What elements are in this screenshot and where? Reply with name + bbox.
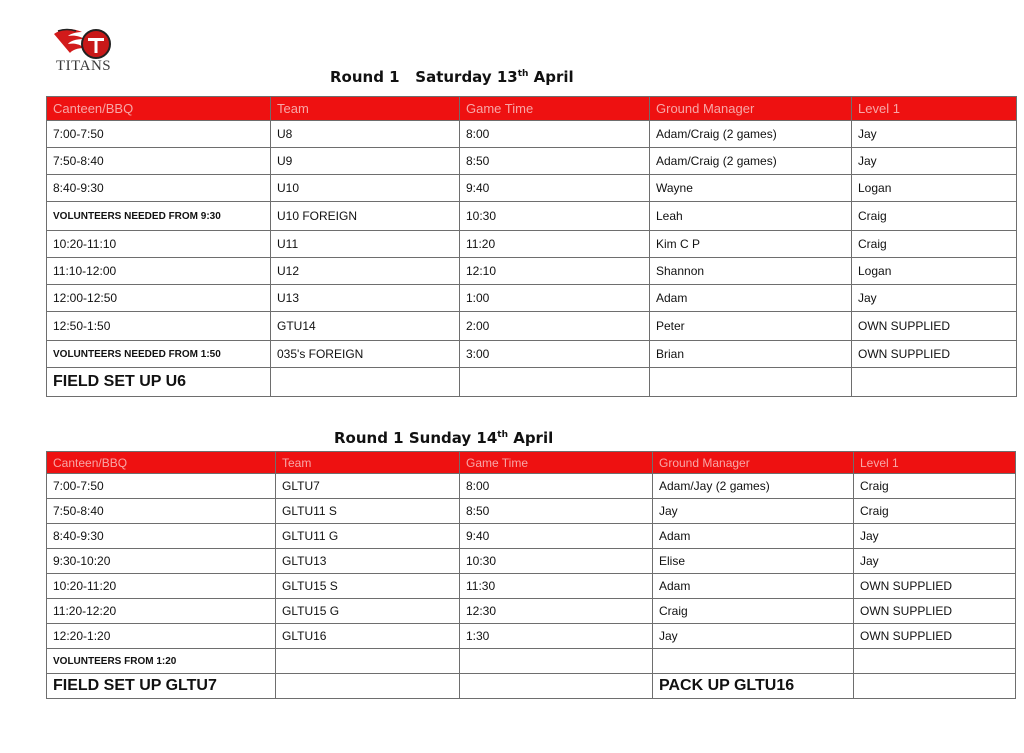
cell-game-time: 10:30 [460,202,650,231]
table-row [47,474,1016,499]
saturday-schedule-table [46,96,1017,397]
cell-level-1: Jay [852,121,1017,148]
cell-canteen: 12:00-12:50 [47,285,271,312]
cell-level-1: OWN SUPPLIED [854,624,1016,649]
cell-canteen: 7:00-7:50 [47,121,271,148]
table-row [47,574,1016,599]
table-row [47,368,1017,397]
cell-ground-manager: Adam/Craig (2 games) [650,148,852,175]
cell-team [276,674,460,699]
cell-canteen: 12:50-1:50 [47,312,271,341]
column-header-game-time: Game Time [460,452,653,474]
table-row [47,599,1016,624]
cell-game-time: 12:30 [460,599,653,624]
table-row [47,258,1017,285]
sunday-schedule-table [46,451,1016,699]
cell-ground-manager: Peter [650,312,852,341]
cell-level-1: Jay [854,524,1016,549]
cell-canteen: 7:00-7:50 [47,474,276,499]
column-header-canteen: Canteen/BBQ [47,97,271,121]
cell-team: U11 [271,231,460,258]
cell-game-time: 8:00 [460,121,650,148]
cell-canteen: 11:20-12:20 [47,599,276,624]
cell-ground-manager: Brian [650,341,852,368]
header-row [47,452,1016,474]
logo-text: TITANS [56,58,112,74]
cell-ground-manager: Shannon [650,258,852,285]
cell-canteen: 12:20-1:20 [47,624,276,649]
cell-canteen: 7:50-8:40 [47,499,276,524]
cell-level-1 [854,674,1016,699]
cell-team: GLTU15 S [276,574,460,599]
column-header-ground-manager: Ground Manager [653,452,854,474]
cell-game-time [460,674,653,699]
saturday-round-title: Round 1 Saturday 13th April [330,68,574,86]
cell-game-time: 9:40 [460,524,653,549]
cell-team: GLTU7 [276,474,460,499]
table-row [47,624,1016,649]
cell-ground-manager: Wayne [650,175,852,202]
cell-level-1: Craig [854,474,1016,499]
cell-level-1: OWN SUPPLIED [852,312,1017,341]
cell-team: GLTU16 [276,624,460,649]
cell-game-time: 11:20 [460,231,650,258]
cell-level-1: Logan [852,175,1017,202]
cell-level-1: Logan [852,258,1017,285]
cell-team: U12 [271,258,460,285]
cell-canteen: VOLUNTEERS FROM 1:20 [47,649,276,674]
table-row [47,341,1017,368]
cell-level-1: OWN SUPPLIED [852,341,1017,368]
cell-game-time [460,368,650,397]
cell-ground-manager: Craig [653,599,854,624]
cell-canteen: VOLUNTEERS NEEDED FROM 1:50 [47,341,271,368]
cell-canteen: 8:40-9:30 [47,524,276,549]
cell-team: GLTU11 G [276,524,460,549]
cell-team: U10 [271,175,460,202]
column-header-team: Team [276,452,460,474]
cell-ground-manager: Jay [653,499,854,524]
cell-canteen: 8:40-9:30 [47,175,271,202]
cell-canteen: FIELD SET UP U6 [47,368,271,397]
cell-team: GTU14 [271,312,460,341]
column-header-team: Team [271,97,460,121]
cell-level-1: Jay [854,549,1016,574]
cell-canteen: FIELD SET UP GLTU7 [47,674,276,699]
cell-team: GLTU13 [276,549,460,574]
cell-level-1: OWN SUPPLIED [854,574,1016,599]
cell-ground-manager: Adam [650,285,852,312]
cell-level-1: Craig [854,499,1016,524]
column-header-level-1: Level 1 [852,97,1017,121]
cell-level-1 [854,649,1016,674]
cell-canteen: VOLUNTEERS NEEDED FROM 9:30 [47,202,271,231]
table-row [47,121,1017,148]
cell-canteen: 9:30-10:20 [47,549,276,574]
cell-ground-manager [653,649,854,674]
cell-canteen: 10:20-11:20 [47,574,276,599]
cell-canteen: 11:10-12:00 [47,258,271,285]
cell-ground-manager: Jay [653,624,854,649]
cell-team: U9 [271,148,460,175]
cell-ground-manager: Leah [650,202,852,231]
table-row [47,175,1017,202]
cell-game-time: 3:00 [460,341,650,368]
cell-team: U8 [271,121,460,148]
cell-canteen: 7:50-8:40 [47,148,271,175]
table-row [47,312,1017,341]
cell-team: GLTU15 G [276,599,460,624]
sunday-round-title: Round 1 Sunday 14th April [334,429,554,447]
cell-level-1: OWN SUPPLIED [854,599,1016,624]
cell-ground-manager: PACK UP GLTU16 [653,674,854,699]
column-header-game-time: Game Time [460,97,650,121]
cell-ground-manager: Adam/Craig (2 games) [650,121,852,148]
cell-level-1: Craig [852,231,1017,258]
cell-ground-manager: Adam [653,574,854,599]
table-row [47,202,1017,231]
cell-game-time: 11:30 [460,574,653,599]
cell-ground-manager: Adam [653,524,854,549]
cell-game-time: 9:40 [460,175,650,202]
column-header-canteen: Canteen/BBQ [47,452,276,474]
cell-game-time: 8:50 [460,499,653,524]
cell-team: U13 [271,285,460,312]
cell-level-1: Jay [852,285,1017,312]
cell-team [276,649,460,674]
cell-ground-manager: Adam/Jay (2 games) [653,474,854,499]
table-row [47,231,1017,258]
table-row [47,499,1016,524]
cell-level-1 [852,368,1017,397]
cell-team: 035's FOREIGN [271,341,460,368]
cell-game-time: 12:10 [460,258,650,285]
cell-ground-manager [650,368,852,397]
cell-game-time: 1:30 [460,624,653,649]
titans-logo [52,26,122,78]
cell-game-time [460,649,653,674]
cell-game-time: 8:50 [460,148,650,175]
cell-ground-manager: Elise [653,549,854,574]
cell-level-1: Jay [852,148,1017,175]
table-row [47,285,1017,312]
flame-helmet-icon [52,26,114,62]
table-row [47,649,1016,674]
cell-team: U10 FOREIGN [271,202,460,231]
cell-game-time: 10:30 [460,549,653,574]
table-row [47,674,1016,699]
cell-team: GLTU11 S [276,499,460,524]
table-row [47,524,1016,549]
cell-level-1: Craig [852,202,1017,231]
cell-game-time: 2:00 [460,312,650,341]
cell-team [271,368,460,397]
table-row [47,549,1016,574]
header-row [47,97,1017,121]
cell-ground-manager: Kim C P [650,231,852,258]
column-header-ground-manager: Ground Manager [650,97,852,121]
cell-game-time: 8:00 [460,474,653,499]
table-row [47,148,1017,175]
cell-canteen: 10:20-11:10 [47,231,271,258]
cell-game-time: 1:00 [460,285,650,312]
column-header-level-1: Level 1 [854,452,1016,474]
